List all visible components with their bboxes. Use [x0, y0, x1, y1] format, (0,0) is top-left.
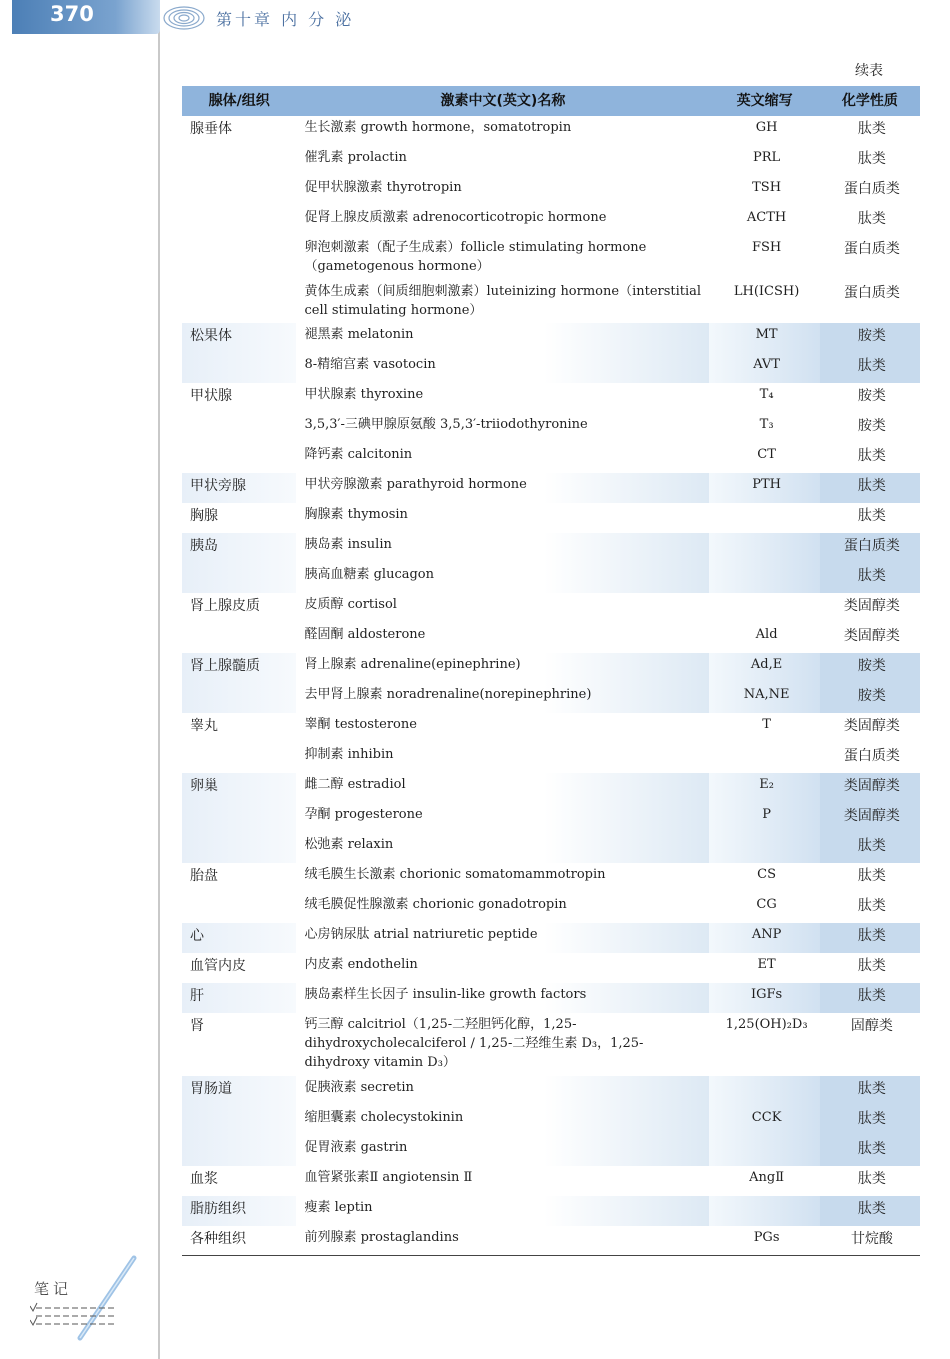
gland-cell [182, 146, 296, 176]
swirl-ornament-icon [162, 2, 212, 34]
gland-cell: 卵巢 [182, 773, 296, 803]
chemical-nature-cell: 肽类 [857, 958, 886, 975]
table-header [182, 86, 920, 116]
gland-cell: 甲状旁腺 [182, 473, 296, 503]
hormone-name-cell: 胰岛素 insulin [296, 533, 709, 563]
gland-cell [182, 1106, 296, 1136]
table-row [182, 443, 920, 473]
header-nature: 化学性质 [820, 86, 920, 116]
abbreviation-cell [709, 1076, 819, 1106]
gland-cell [182, 563, 296, 593]
table-row [182, 803, 920, 833]
gland-cell: 肝 [182, 983, 296, 1013]
abbreviation-cell: NA,NE [709, 683, 819, 713]
chemical-nature-cell: 肽类 [857, 151, 886, 167]
hormone-name-cell: 去甲肾上腺素 noradrenaline(norepinephrine) [296, 683, 709, 713]
chemical-nature-cell: 胺类 [820, 653, 920, 683]
abbreviation-cell [709, 593, 819, 623]
abbreviation-cell: T₄ [759, 387, 774, 403]
hormone-name-cell: 3,5,3′-三碘甲腺原氨酸 3,5,3′-triiodothyronine [304, 417, 588, 433]
gland-cell: 胎盘 [190, 868, 218, 885]
chemical-nature-cell: 类固醇类 [820, 773, 920, 803]
hormone-name-cell: 促胃液素 gastrin [296, 1136, 709, 1166]
abbreviation-cell [709, 533, 819, 563]
chemical-nature-cell: 蛋白质类 [843, 748, 900, 765]
gland-cell [182, 353, 296, 383]
hormone-name-cell: 缩胆囊素 cholecystokinin [296, 1106, 709, 1136]
gland-cell: 各种组织 [182, 1226, 296, 1256]
abbreviation-cell: CS [757, 867, 777, 883]
abbreviation-cell: AVT [709, 353, 819, 383]
abbreviation-cell: T [762, 717, 771, 733]
table-row [182, 383, 920, 413]
table-row [182, 473, 920, 503]
table-row [182, 683, 920, 713]
abbreviation-cell: ANP [709, 923, 819, 953]
gland-cell [182, 443, 296, 473]
gland-cell [182, 236, 296, 280]
table-row [182, 413, 920, 443]
table-row [182, 893, 920, 923]
gland-cell [182, 803, 296, 833]
hormone-name-cell: 促胰液素 secretin [296, 1076, 709, 1106]
table-row [182, 353, 920, 383]
gland-cell [182, 743, 296, 773]
header-gland: 腺体/组织 [182, 86, 296, 116]
hormone-name-cell: 绒毛膜促性腺激素 chorionic gonadotropin [304, 897, 567, 913]
chemical-nature-cell: 肽类 [820, 1076, 920, 1106]
abbreviation-cell: LH(ICSH) [733, 283, 800, 299]
hormone-name-cell: 生长激素 growth hormone，somatotropin [304, 120, 572, 135]
hormone-name-cell: 血管紧张素Ⅱ angiotensin Ⅱ [304, 1169, 473, 1185]
page-number-badge [12, 0, 160, 34]
chemical-nature-cell: 肽类 [857, 868, 886, 885]
gland-cell [182, 413, 296, 443]
gland-cell [182, 1136, 296, 1166]
chemical-nature-cell: 胺类 [820, 683, 920, 713]
hormone-name-cell: 胰岛素样生长因子 insulin-like growth factors [296, 983, 709, 1013]
header-name: 激素中文(英文)名称 [296, 86, 709, 116]
hormone-name-cell: 醛固酮 aldosterone [304, 627, 426, 643]
table-row [182, 773, 920, 803]
abbreviation-cell: PGs [709, 1226, 819, 1256]
hormone-name-cell: 瘦素 leptin [296, 1196, 709, 1226]
table-row [182, 1106, 920, 1136]
gland-cell: 松果体 [182, 323, 296, 353]
hormone-name-cell: 褪黑素 melatonin [296, 323, 709, 353]
hormone-name-cell: 抑制素 inhibin [304, 747, 394, 763]
hormone-name-cell: 胸腺素 thymosin [304, 507, 408, 523]
chemical-nature-cell: 肽类 [857, 1170, 886, 1187]
table-row [182, 593, 920, 623]
gland-cell: 胃肠道 [182, 1076, 296, 1106]
chemical-nature-cell: 肽类 [857, 211, 886, 227]
table-row [182, 623, 920, 653]
table-row [182, 1166, 920, 1196]
chemical-nature-cell: 蛋白质类 [843, 181, 900, 197]
gland-cell: 肾上腺髓质 [182, 653, 296, 683]
gland-cell: 脂肪组织 [182, 1196, 296, 1226]
table-row [182, 503, 920, 533]
gland-cell [182, 206, 296, 236]
table-body [182, 116, 920, 1256]
abbreviation-cell: GH [755, 120, 778, 135]
abbreviation-cell: E₂ [709, 773, 819, 803]
table-row [182, 146, 920, 176]
table-row [182, 1136, 920, 1166]
hormone-name-cell: 黄体生成素（间质细胞刺激素）luteinizing hormone（interstitial cell stimulating hormone） [304, 283, 702, 318]
table-row [182, 923, 920, 953]
table-row [182, 323, 920, 353]
page-margin-line [158, 0, 160, 1359]
chemical-nature-cell: 肽类 [820, 983, 920, 1013]
abbreviation-cell: PRL [753, 150, 781, 165]
hormone-name-cell: 雌二醇 estradiol [296, 773, 709, 803]
gland-cell [182, 893, 296, 923]
chemical-nature-cell: 肽类 [820, 833, 920, 863]
abbreviation-cell: P [709, 803, 819, 833]
chemical-nature-cell: 肽类 [820, 1106, 920, 1136]
table-row [182, 1226, 920, 1256]
hormone-name-cell: 催乳素 prolactin [304, 150, 407, 165]
notes-block [30, 1276, 130, 1346]
hormone-name-cell: 绒毛膜生长激素 chorionic somatomammotropin [304, 867, 606, 883]
table-row [182, 953, 920, 983]
gland-cell: 血管内皮 [190, 958, 246, 975]
chemical-nature-cell: 类固醇类 [843, 718, 900, 735]
chapter-title: 第十章 内 分 泌 [216, 10, 355, 29]
table-row [182, 206, 920, 236]
hormone-name-cell: 前列腺素 prostaglandins [296, 1226, 709, 1256]
hormone-name-cell: 促甲状腺激素 thyrotropin [304, 180, 462, 195]
page-number: 370 [50, 2, 94, 26]
chemical-nature-cell: 类固醇类 [843, 628, 900, 645]
abbreviation-cell [709, 563, 819, 593]
hormone-name-cell: 心房钠尿肽 atrial natriuretic peptide [296, 923, 709, 953]
chemical-nature-cell: 固醇类 [850, 1018, 893, 1035]
table-row [182, 236, 920, 280]
gland-cell: 肾 [190, 1018, 204, 1035]
abbreviation-cell: MT [709, 323, 819, 353]
chemical-nature-cell: 蛋白质类 [843, 284, 900, 301]
abbreviation-cell: TSH [752, 180, 782, 195]
table-row [182, 1076, 920, 1106]
chemical-nature-cell: 肽类 [820, 353, 920, 383]
gland-cell: 睾丸 [190, 718, 218, 735]
table-row [182, 1013, 920, 1076]
abbreviation-cell: AngⅡ [749, 1169, 785, 1185]
hormone-name-cell: 甲状旁腺激素 parathyroid hormone [296, 473, 709, 503]
chemical-nature-cell: 胺类 [857, 388, 886, 405]
abbreviation-cell [709, 833, 819, 863]
table-row [182, 116, 920, 146]
abbreviation-cell: PTH [709, 473, 819, 503]
table-row [182, 653, 920, 683]
table-row [182, 833, 920, 863]
notes-lines-icon [30, 1302, 120, 1342]
table-row [182, 280, 920, 324]
gland-cell: 甲状腺 [190, 388, 232, 405]
hormone-name-cell: 卵泡刺激素（配子生成素）follicle stimulating hormone（gametogenous hormone） [304, 240, 647, 274]
table-row [182, 533, 920, 563]
hormone-name-cell: 皮质醇 cortisol [304, 597, 397, 613]
chemical-nature-cell: 肽类 [857, 508, 886, 525]
chemical-nature-cell: 廿烷酸 [820, 1226, 920, 1256]
hormone-name-cell: 钙三醇 calcitriol（1,25-二羟胆钙化醇，1,25-dihydroxycholecalciferol / 1,25-二羟维生素 D₃，1,25-dihydroxy vitamin D₃） [304, 1017, 644, 1071]
abbreviation-cell: CG [756, 897, 777, 913]
chemical-nature-cell: 肽类 [820, 563, 920, 593]
chemical-nature-cell: 肽类 [857, 448, 886, 465]
chemical-nature-cell: 类固醇类 [820, 803, 920, 833]
header-abbr: 英文缩写 [709, 86, 819, 116]
chemical-nature-cell: 蛋白质类 [820, 533, 920, 563]
hormone-name-cell: 松弛素 relaxin [296, 833, 709, 863]
hormone-name-cell: 甲状腺素 thyroxine [304, 387, 424, 403]
abbreviation-cell: Ad,E [709, 653, 819, 683]
chemical-nature-cell: 肽类 [857, 898, 886, 915]
table-row [182, 563, 920, 593]
hormone-name-cell: 胰高血糖素 glucagon [296, 563, 709, 593]
chemical-nature-cell: 胺类 [857, 418, 886, 435]
gland-cell [182, 623, 296, 653]
gland-cell: 心 [182, 923, 296, 953]
chemical-nature-cell: 肽类 [857, 121, 886, 137]
gland-cell: 腺垂体 [190, 121, 232, 137]
chemical-nature-cell: 类固醇类 [843, 598, 900, 615]
abbreviation-cell [709, 1136, 819, 1166]
hormone-name-cell: 肾上腺素 adrenaline(epinephrine) [296, 653, 709, 683]
chemical-nature-cell: 胺类 [820, 323, 920, 353]
hormone-name-cell: 睾酮 testosterone [304, 717, 417, 733]
hormone-name-cell: 内皮素 endothelin [304, 957, 418, 973]
hormone-name-cell: 孕酮 progesterone [296, 803, 709, 833]
abbreviation-cell [709, 503, 819, 533]
hormone-name-cell: 促肾上腺皮质激素 adrenocorticotropic hormone [304, 210, 607, 225]
abbreviation-cell: FSH [751, 240, 782, 255]
gland-cell: 胰岛 [182, 533, 296, 563]
table-row [182, 1196, 920, 1226]
abbreviation-cell: ACTH [746, 210, 787, 225]
table-row [182, 983, 920, 1013]
chemical-nature-cell: 肽类 [820, 473, 920, 503]
gland-cell [182, 833, 296, 863]
chemical-nature-cell: 蛋白质类 [843, 241, 900, 257]
abbreviation-cell: IGFs [709, 983, 819, 1013]
table-row [182, 713, 920, 743]
gland-cell: 胸腺 [190, 508, 218, 525]
abbreviation-cell [709, 743, 819, 773]
gland-cell: 肾上腺皮质 [190, 598, 260, 615]
notes-label: 笔记 [34, 1280, 73, 1298]
abbreviation-cell: CCK [709, 1106, 819, 1136]
chemical-nature-cell: 肽类 [820, 1136, 920, 1166]
gland-cell [182, 176, 296, 206]
chemical-nature-cell: 肽类 [820, 1196, 920, 1226]
gland-cell: 血浆 [190, 1170, 218, 1187]
continued-label: 续表 [855, 63, 883, 79]
chemical-nature-cell: 肽类 [820, 923, 920, 953]
gland-cell [182, 280, 296, 324]
abbreviation-cell: 1,25(OH)₂D₃ [725, 1017, 808, 1033]
table-row [182, 863, 920, 893]
table-row [182, 743, 920, 773]
abbreviation-cell: T₃ [759, 417, 774, 433]
abbreviation-cell: Ald [755, 627, 778, 643]
hormone-name-cell: 8-精缩宫素 vasotocin [296, 353, 709, 383]
hormone-table [182, 86, 920, 1256]
abbreviation-cell: ET [757, 957, 776, 973]
table-row [182, 176, 920, 206]
abbreviation-cell [709, 1196, 819, 1226]
gland-cell [182, 683, 296, 713]
hormone-name-cell: 降钙素 calcitonin [304, 447, 413, 463]
abbreviation-cell: CT [757, 447, 776, 463]
